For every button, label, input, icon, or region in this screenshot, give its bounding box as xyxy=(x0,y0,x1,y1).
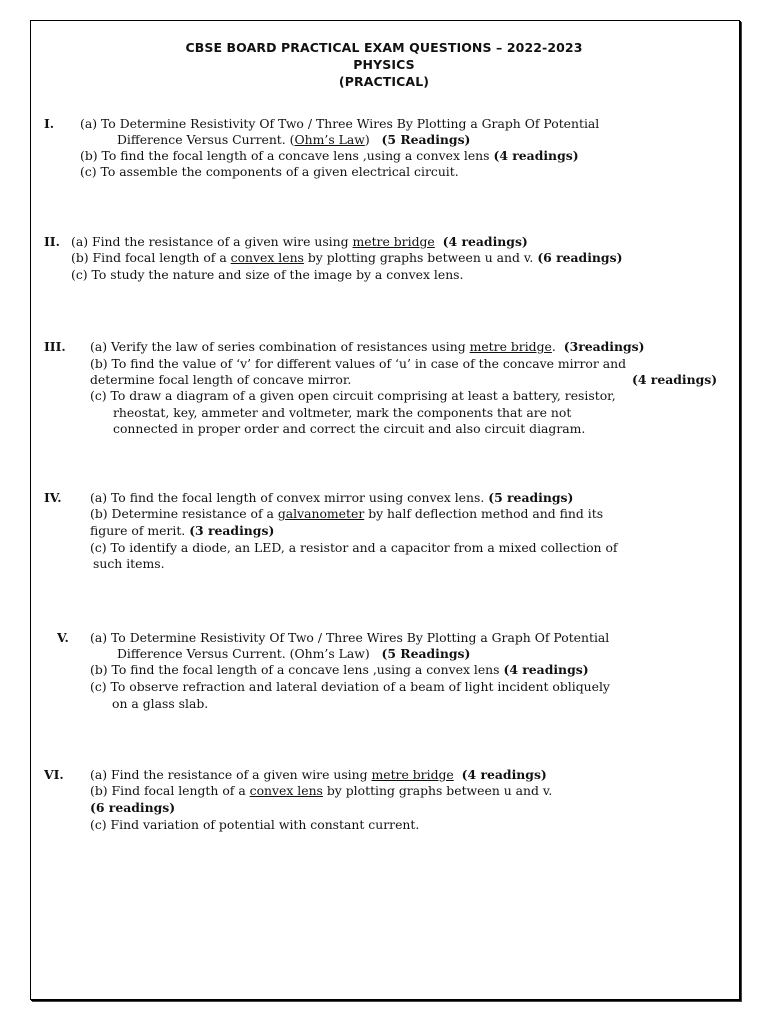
section-numeral: II. xyxy=(44,234,60,249)
question-line: (a) To find the focal length of convex mirror using convex lens. (5 readings) xyxy=(90,490,574,505)
question-line: (b) To find the focal length of a concave lens ,using a convex lens (4 readings) xyxy=(80,148,579,163)
question-line: determine focal length of concave mirror. xyxy=(90,372,352,387)
readings-label: (6 readings) xyxy=(90,800,176,815)
question-line: (b) To find the focal length of a concave lens ,using a convex lens (4 readings) xyxy=(90,662,589,677)
question-line: (b) Find focal length of a convex lens by plotting graphs between u and v. xyxy=(90,783,553,798)
question-line: (c) To draw a diagram of a given open circuit comprising at least a battery, resistor, xyxy=(90,388,616,403)
question-line: (a) To Determine Resistivity Of Two / Three Wires By Plotting a Graph Of Potential xyxy=(80,116,600,131)
section-numeral: III. xyxy=(44,339,66,354)
section-numeral: IV. xyxy=(44,490,62,505)
question-line: (c) Find variation of potential with constant current. xyxy=(90,817,420,832)
question-line: (a) Verify the law of series combination of resistances using metre bridge. (3readings) xyxy=(90,339,645,354)
question-line: such items. xyxy=(93,556,165,571)
question-line: (b) Find focal length of a convex lens by plotting graphs between u and v. (6 readings) xyxy=(71,250,623,265)
question-line: (c) To observe refraction and lateral deviation of a beam of light incident obliquely xyxy=(90,679,610,694)
question-line: connected in proper order and correct the circuit and also circuit diagram. xyxy=(113,421,586,436)
question-line: (c) To assemble the components of a given electrical circuit. xyxy=(80,164,459,179)
question-line: (c) To study the nature and size of the image by a convex lens. xyxy=(71,267,464,282)
question-line: Difference Versus Current. (Ohm’s Law) (5 Readings) xyxy=(117,646,471,661)
document-title: CBSE BOARD PRACTICAL EXAM QUESTIONS – 2022-2023 xyxy=(185,40,583,55)
question-line: (a) Find the resistance of a given wire using metre bridge (4 readings) xyxy=(71,234,528,249)
question-line: rheostat, key, ammeter and voltmeter, mark the components that are not xyxy=(113,405,572,420)
document-subject: PHYSICS xyxy=(353,57,415,72)
section-numeral: VI. xyxy=(44,767,64,782)
question-line: (b) To find the value of ‘v’ for different values of ‘u’ in case of the concave mirror and xyxy=(90,356,627,371)
question-line: (c) To identify a diode, an LED, a resistor and a capacitor from a mixed collection of xyxy=(90,540,618,555)
document-type: (PRACTICAL) xyxy=(338,74,430,89)
question-line: (a) Find the resistance of a given wire using metre bridge (4 readings) xyxy=(90,767,547,782)
question-line: figure of merit. (3 readings) xyxy=(90,523,275,538)
readings-label: (4 readings) xyxy=(632,372,718,387)
question-line: Difference Versus Current. (Ohm’s Law) (5 Readings) xyxy=(117,132,471,147)
section-numeral: I. xyxy=(44,116,55,131)
question-line: (a) To Determine Resistivity Of Two / Three Wires By Plotting a Graph Of Potential xyxy=(90,630,610,645)
question-line: on a glass slab. xyxy=(112,696,209,711)
question-line: (b) Determine resistance of a galvanometer by half deflection method and find its xyxy=(90,506,604,521)
section-numeral: V. xyxy=(57,630,69,645)
